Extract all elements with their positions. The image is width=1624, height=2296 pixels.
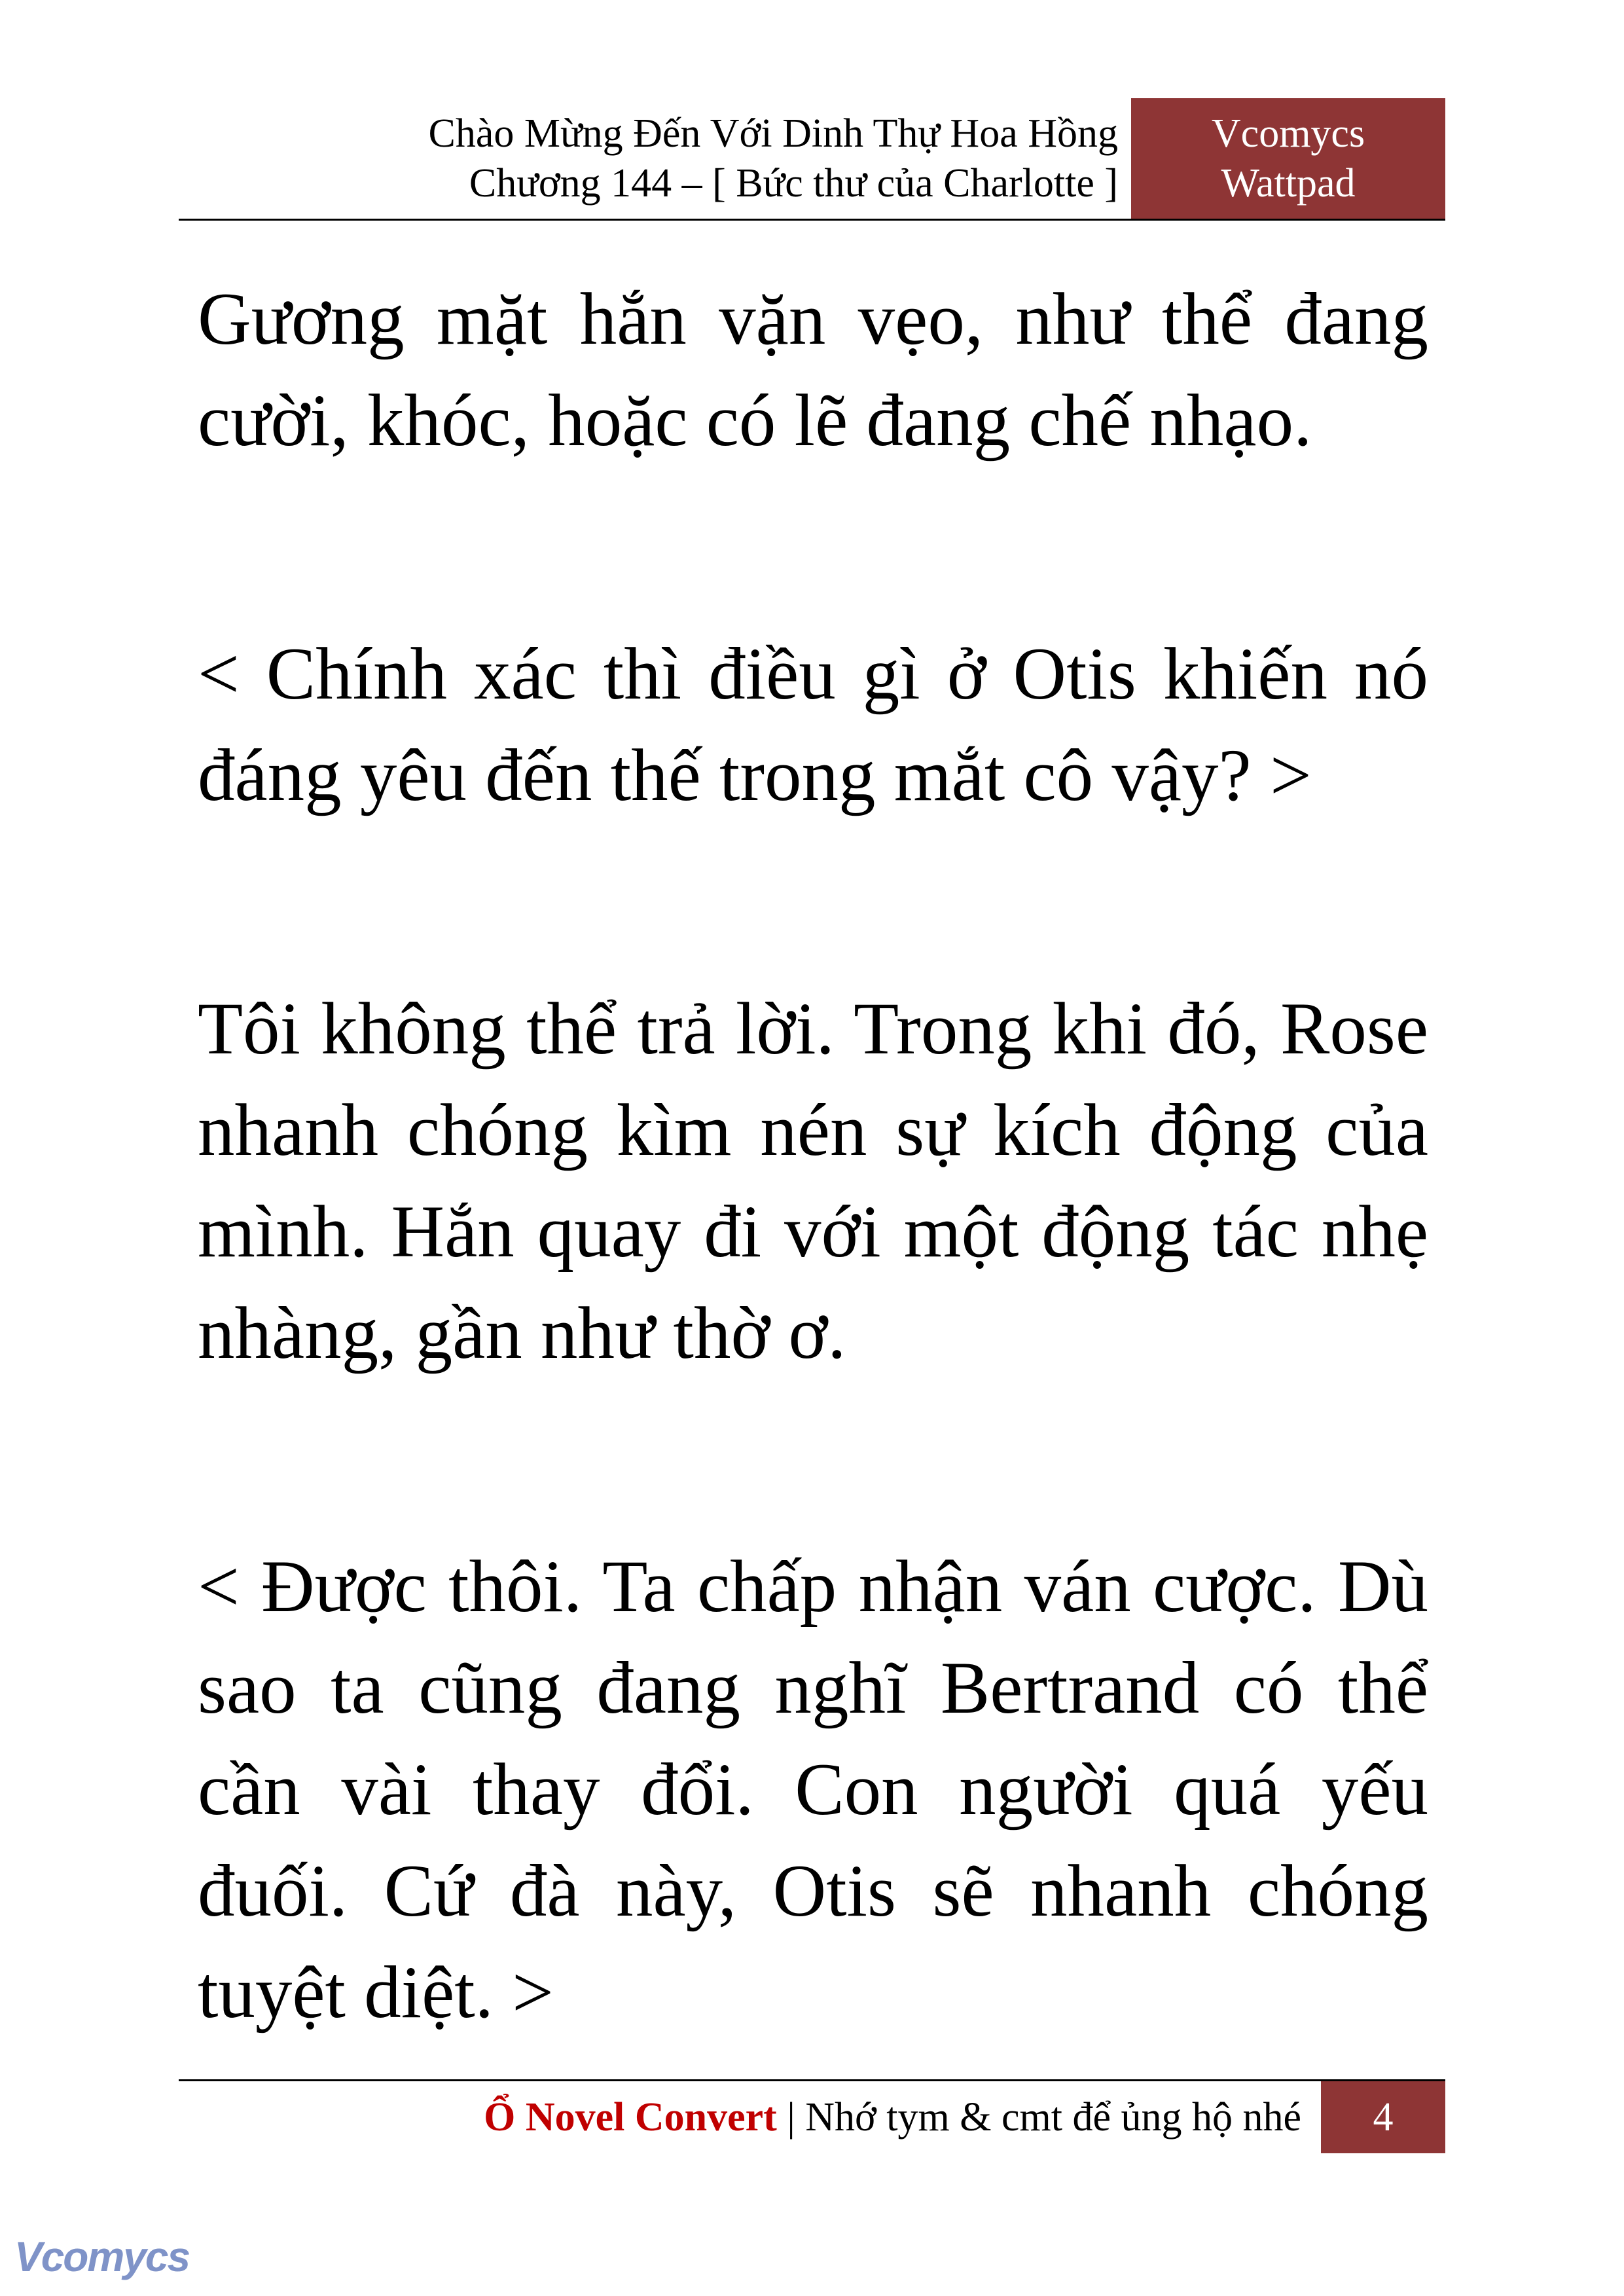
paragraph: Gương mặt hắn vặn vẹo, như thể đang cười, khóc, hoặc có lẽ đang chế nhạo. [198,278,1428,462]
source-badge-line2: Wattpad [1221,161,1356,206]
source-badge [1131,98,1445,219]
paragraph: Tôi không thể trả lời. Trong khi đó, Rose nhanh chóng kìm nén sự kích động của mình. Hắn quay đi với một động tác nhẹ nhàng, gần như thờ ơ. [198,988,1428,1374]
page-footer [179,2079,1445,2153]
paragraph: < Chính xác thì điều gì ở Otis khiến nó đáng yêu đến thế trong mắt cô vậy? > [198,633,1428,816]
paragraph: < Được thôi. Ta chấp nhận ván cược. Dù sao ta cũng đang nghĩ Bertrand có thể cần vài thay đổi. Con người quá yếu đuối. Cứ đà này, Otis sẽ nhanh chóng tuyệt diệt. > [198,1546,1428,2033]
page-body [198,268,1428,2043]
watermark-logo: Vcomycs [14,2233,190,2280]
book-title: Chào Mừng Đến Với Dinh Thự Hoa Hồng [428,111,1118,156]
chapter-title: Chương 144 – [ Bức thư của Charlotte ] [469,161,1118,206]
header-titles [179,98,1118,219]
footer-note: Nhớ tym & cmt để ủng hộ nhé [805,2095,1301,2140]
footer-brand: Ổ Novel Convert [484,2095,777,2140]
footer-separator: | [776,2095,806,2140]
page-header [179,98,1445,221]
page-number: 4 [1321,2081,1445,2153]
source-badge-line1: Vcomycs [1211,111,1365,156]
footer-text [179,2081,1308,2153]
